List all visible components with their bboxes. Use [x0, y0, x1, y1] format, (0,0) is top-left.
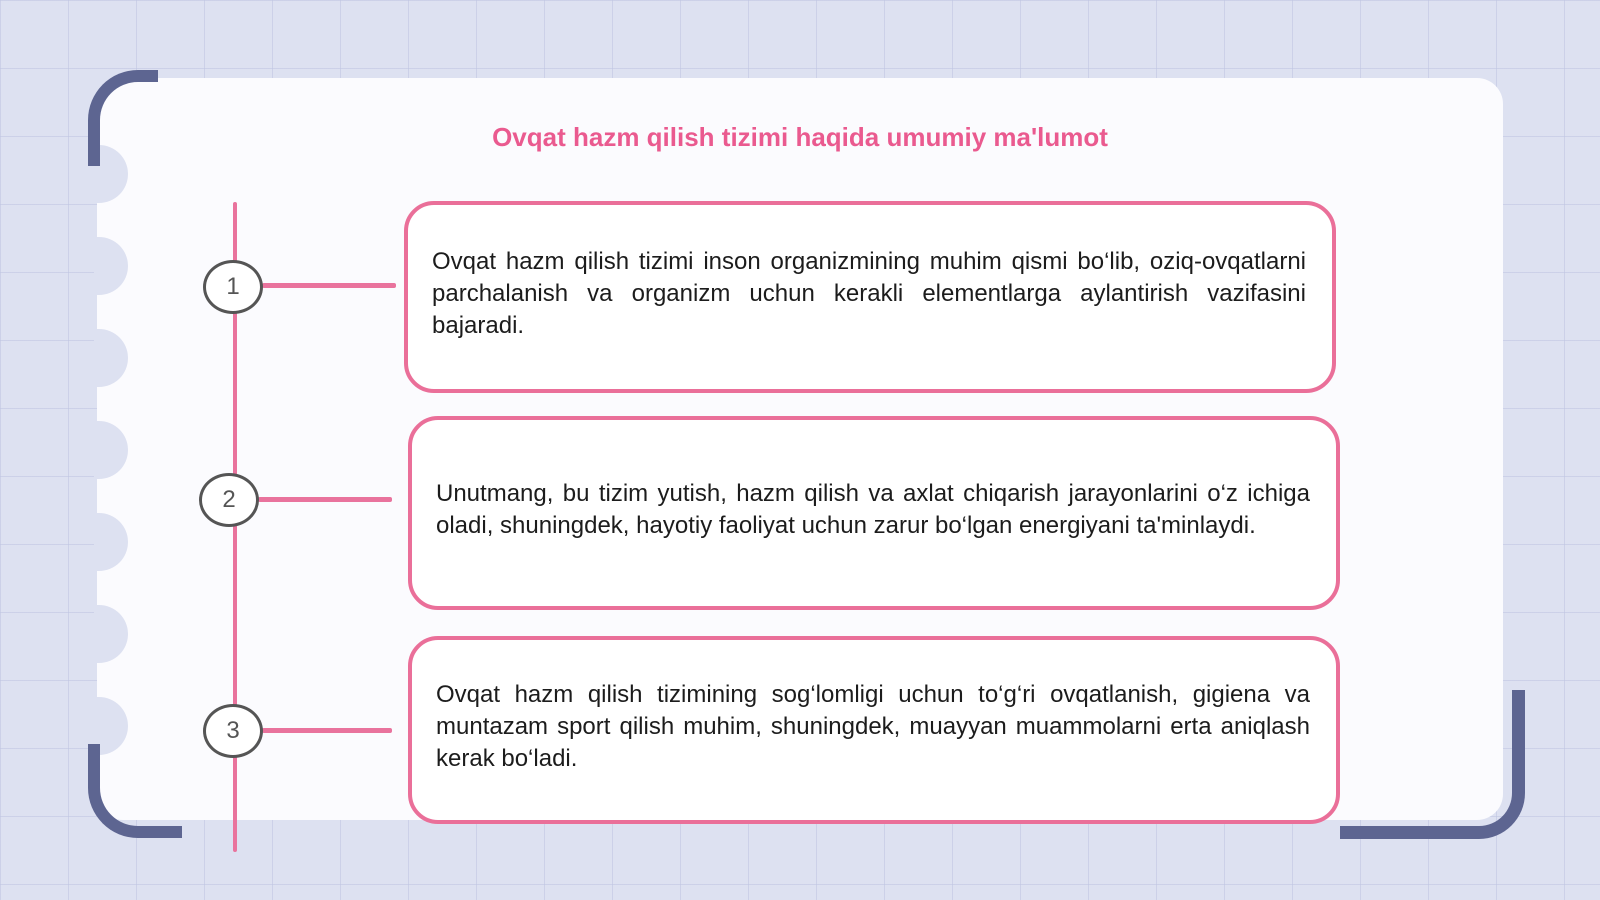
connector-1 [262, 283, 396, 288]
info-box-2 [408, 416, 1340, 610]
info-box-3 [408, 636, 1340, 824]
info-text-2: Unutmang, bu tizim yutish, hazm qilish va axlat chiqarish jarayonlarini o‘z ichiga oladi, shuningdek, hayotiy faoliyat uchun zarur bo‘lgan energiyani ta'minlaydi. [436, 480, 1310, 539]
corner-bracket-bottom-left [88, 744, 182, 838]
step-number-2: 2 [199, 473, 259, 527]
corner-bracket-top-left [88, 70, 158, 166]
info-text-3: Ovqat hazm qilish tizimining sog‘lomligi uchun to‘g‘ri ovqatlanish, gigiena va muntazam sport qilish muhim, shuningdek, muayyan muammolarni erta aniqlash kerak bo‘ladi. [436, 681, 1310, 772]
info-box-1 [404, 201, 1336, 393]
step-number-3: 3 [203, 704, 263, 758]
step-number-1: 1 [203, 260, 263, 314]
connector-2 [258, 497, 392, 502]
slide-title: Ovqat hazm qilish tizimi haqida umumiy ma'lumot [492, 122, 1108, 152]
corner-bracket-bottom-right [1340, 690, 1525, 839]
info-text-1: Ovqat hazm qilish tizimi inson organizmining muhim qismi bo‘lib, oziq-ovqatlarni parchalanish va organizm uchun kerakli elementlarga aylantirish vazifasini bajaradi. [432, 248, 1306, 339]
connector-3 [262, 728, 392, 733]
